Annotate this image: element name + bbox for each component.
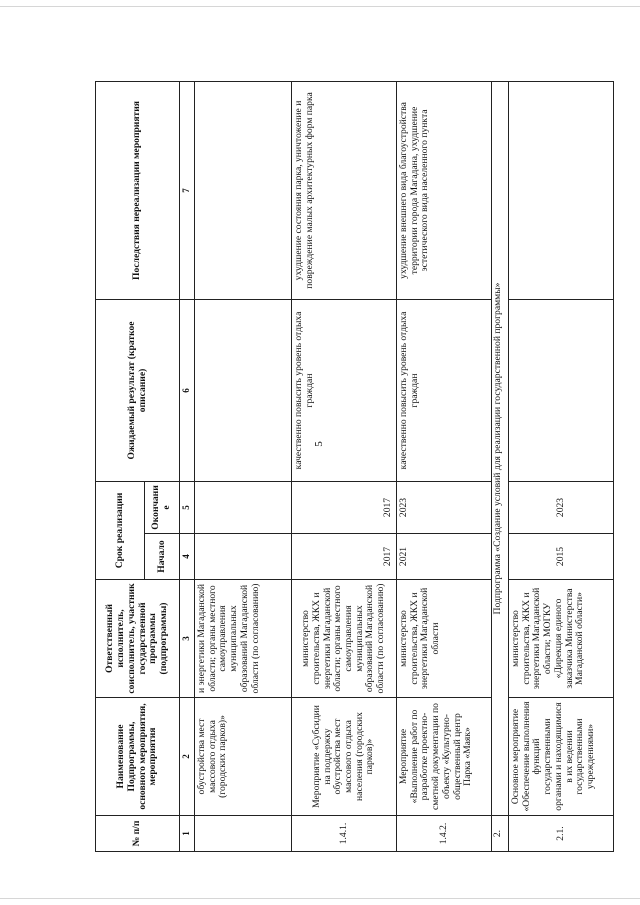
row-start (195, 534, 292, 580)
table-row (195, 81, 292, 851)
page-number: 5 (312, 441, 325, 447)
row-responsible: министерство строительства, ЖКХ и энергетики Магаданской области; МОГКУ «Дирекция единого заказчика Министерства Магаданской области» (509, 580, 614, 698)
row-consequences (195, 81, 292, 299)
subprogram-row (492, 81, 509, 851)
col-number-2: 2 (180, 698, 195, 816)
col-number-3: 3 (180, 580, 195, 698)
header-result: Ожидаемый результат (краткое описание) (96, 299, 180, 481)
row-name: Мероприятие «Субсидии на поддержку обустройства мест массового отдыха населения (городских парков)» (292, 698, 397, 816)
row-consequences (509, 81, 614, 299)
bottom-scan-line (0, 898, 640, 899)
top-scan-line (0, 6, 640, 7)
row-num: 2. (492, 816, 509, 852)
row-end: 2023 (397, 481, 492, 533)
row-result (195, 299, 292, 481)
row-end (195, 481, 292, 533)
row-name: обустройства мест массового отдыха (городских парков)» (195, 698, 292, 816)
header-end: Окончание (145, 481, 180, 533)
row-result: качественно повысить уровень отдыха граждан (397, 299, 492, 481)
row-name: Основное мероприятие «Обеспечение выполнения функций государственными органами и находящимися в их ведении государственными учреждениями» (509, 698, 614, 816)
header-period: Срок реализации (96, 481, 145, 579)
col-number-1: 1 (180, 816, 195, 852)
col-number-4: 4 (180, 534, 195, 580)
row-start: 2015 (509, 534, 614, 580)
row-consequences: ухудшение состояния парка, уничтожение и повреждение малых архитектурных форм парка (292, 81, 397, 299)
col-number-6: 6 (180, 299, 195, 481)
header-responsible: Ответственный исполнитель, соисполнитель, участник государственной программы (подпрограммы) (96, 580, 180, 698)
row-result: качественно повысить уровень отдыха граждан (292, 299, 397, 481)
row-num (195, 816, 292, 852)
program-measures-table (95, 81, 614, 852)
row-name: Мероприятие «Выполнение работ по разработке проектно-сметной документации по объекту «Культурно-общественный центр Парка «Маяк» (397, 698, 492, 816)
row-num: 2.1. (509, 816, 614, 852)
row-start: 2021 (397, 534, 492, 580)
header-num: № п/п (96, 816, 180, 852)
row-responsible: и энергетики Магаданской области; органы местного самоуправления муниципальных образований Магаданской области (по согласованию) (195, 580, 292, 698)
header-name: Наименование Подпрограммы, основного мероприятия, мероприятия (96, 698, 180, 816)
header-consequences: Последствия нереализации мероприятия (96, 81, 180, 299)
row-num: 1.4.1. (292, 816, 397, 852)
rotated-table-wrapper (95, 82, 595, 852)
row-end: 2023 (509, 481, 614, 533)
row-result (509, 299, 614, 481)
subprogram-title: Подпрограмма «Создание условий для реализации государственной программы» (492, 81, 509, 815)
row-responsible: министерство строительства, ЖКХ и энергетики Магаданской области; органы местного самоуправления муниципальных образований Магаданской области (по согласованию) (292, 580, 397, 698)
row-num: 1.4.2. (397, 816, 492, 852)
table-row (292, 81, 397, 851)
row-consequences: ухудшение внешнего вида благоустройства территории города Магадана, ухудшение эстетического вида населенного пункта (397, 81, 492, 299)
col-number-5: 5 (180, 481, 195, 533)
table-row (509, 81, 614, 851)
row-end: 2017 (292, 481, 397, 533)
header-start: Начало (145, 534, 180, 580)
col-number-7: 7 (180, 81, 195, 299)
table-row (397, 81, 492, 851)
row-responsible: министерство строительства, ЖКХ и энергетики Магаданской области (397, 580, 492, 698)
row-start: 2017 (292, 534, 397, 580)
